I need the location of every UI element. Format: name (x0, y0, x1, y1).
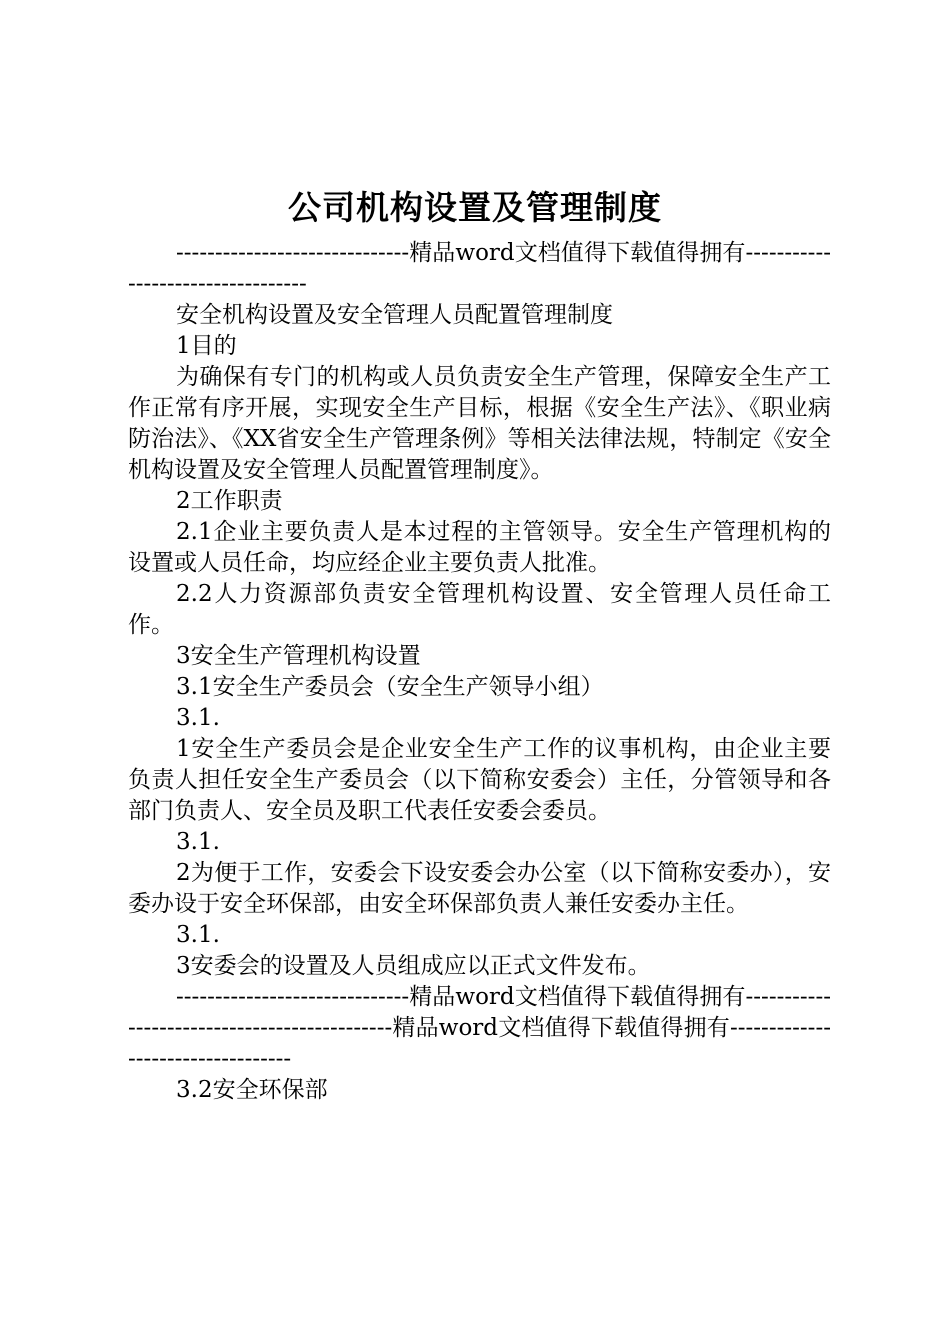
watermark-separator-line: ------------------------------精品word文档值得下载值得拥有---------------------------------------------精品word文档值得下载值得拥有---------------------------------- (128, 984, 831, 1072)
clause-number: 3.1. (176, 705, 220, 731)
document-body (128, 238, 831, 1106)
clause-number: 3.1. (176, 922, 220, 948)
watermark-separator-line: ------------------------------精品word文档值得下载值得拥有---------------------------------- (128, 240, 831, 297)
section-heading: 1目的 (176, 333, 237, 359)
section-heading: 安全机构设置及安全管理人员配置管理制度 (176, 302, 613, 328)
body-paragraph: 为确保有专门的机构或人员负责安全生产管理，保障安全生产工作正常有序开展，实现安全生产目标，根据《安全生产法》、《职业病防治法》、《XX省安全生产管理条例》等相关法律法规，特制定《安全机构设置及安全管理人员配置管理制度》。 (128, 364, 831, 483)
section-heading: 3.1安全生产委员会（安全生产领导小组） (176, 674, 604, 700)
body-paragraph: 1安全生产委员会是企业安全生产工作的议事机构，由企业主要负责人担任安全生产委员会（以下简称安委会）主任，分管领导和各部门负责人、安全员及职工代表任安委会委员。 (128, 736, 831, 824)
section-heading: 2工作职责 (176, 488, 283, 514)
document-title: 公司机构设置及管理制度 (288, 188, 662, 227)
clause-number: 3.1. (176, 829, 220, 855)
body-paragraph: 2为便于工作，安委会下设安委会办公室（以下简称安委办），安委办设于安全环保部，由安全环保部负责人兼任安委办主任。 (128, 860, 831, 917)
body-paragraph: 3安委会的设置及人员组成应以正式文件发布。 (176, 953, 651, 979)
body-paragraph: 2.1企业主要负责人是本过程的主管领导。安全生产管理机构的设置或人员任命，均应经企业主要负责人批准。 (128, 519, 831, 576)
section-heading: 3.2安全环保部 (176, 1077, 328, 1103)
section-heading: 3安全生产管理机构设置 (176, 643, 421, 669)
body-paragraph: 2.2人力资源部负责安全管理机构设置、安全管理人员任命工作。 (128, 581, 831, 638)
